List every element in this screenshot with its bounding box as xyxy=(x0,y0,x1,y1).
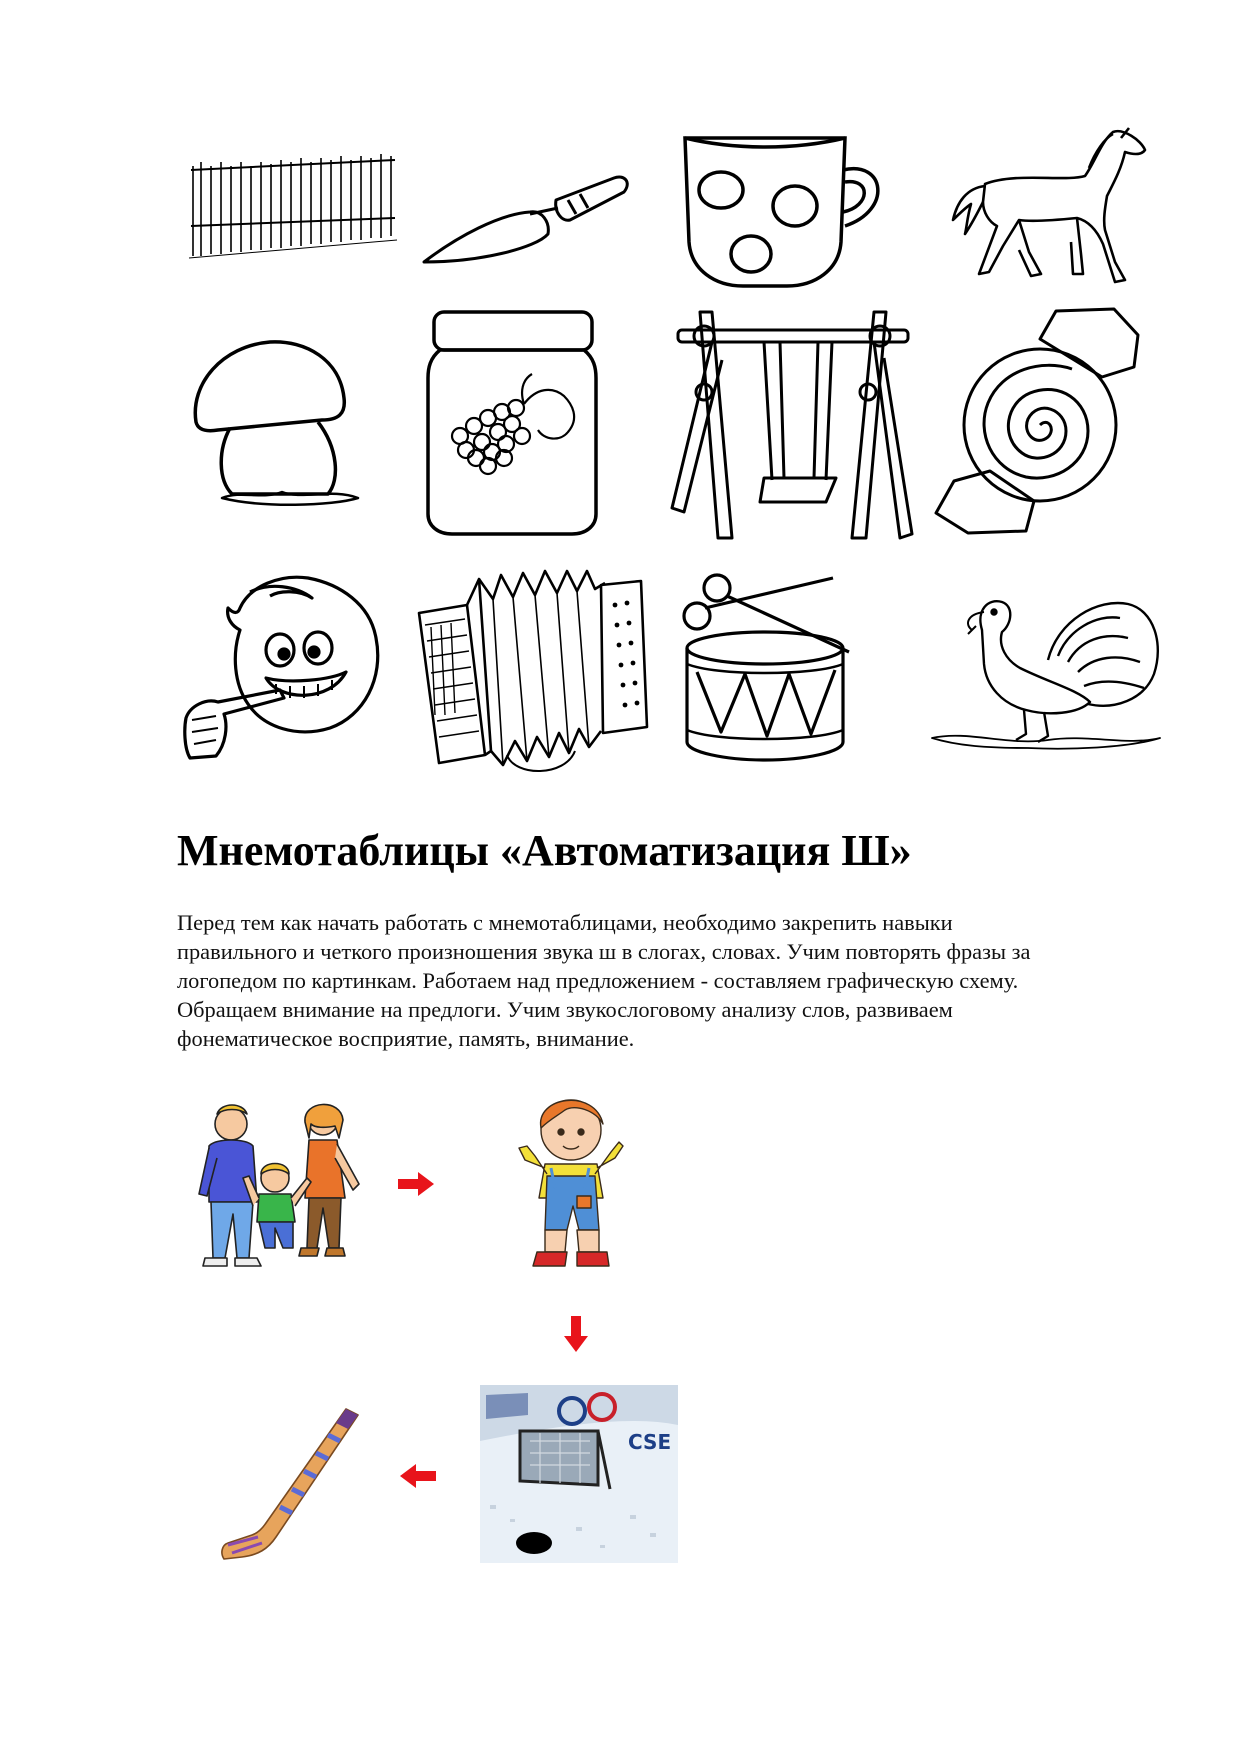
hockey-stick-icon xyxy=(218,1405,368,1565)
mushroom-picture xyxy=(182,330,380,515)
family-icon xyxy=(195,1098,365,1278)
horse-icon xyxy=(945,122,1150,292)
polka-dot-cup-icon xyxy=(675,130,890,292)
boy-picture xyxy=(515,1088,627,1280)
svg-text:CSE: CSE xyxy=(628,1430,672,1454)
intro-line: Перед тем как начать работать с мнемотаблицами, необходимо закрепить навыки xyxy=(177,910,953,935)
arrow-left-icon xyxy=(400,1464,436,1488)
family-picture xyxy=(195,1098,365,1278)
intro-line: фонематическое восприятие, память, внимание. xyxy=(177,1026,635,1051)
accordion-icon xyxy=(415,565,653,777)
intro-line: Обращаем внимание на предлоги. Учим звукослоговому анализу слов, развиваем xyxy=(177,997,953,1022)
accordion-picture xyxy=(415,565,653,777)
cup-picture xyxy=(675,130,890,292)
mushroom-icon xyxy=(182,330,380,515)
drum-picture xyxy=(675,572,857,762)
trowel-icon xyxy=(418,170,640,272)
fence-picture xyxy=(185,148,403,266)
arrow-right-icon xyxy=(398,1172,434,1196)
swing-icon xyxy=(668,302,918,548)
fence-icon xyxy=(185,148,403,266)
candy-picture xyxy=(930,305,1142,537)
arrow-down xyxy=(564,1316,588,1352)
trowel-picture xyxy=(418,170,640,272)
turkey-icon xyxy=(928,590,1166,750)
swing-picture xyxy=(668,302,918,548)
intro-line: правильного и четкого произношения звука ш в слогах, словах. Учим повторять фразы за xyxy=(177,939,1031,964)
boy-brushing-teeth-icon xyxy=(180,568,388,772)
boy-icon xyxy=(515,1088,627,1280)
hockey-goal-icon xyxy=(480,1385,678,1563)
candy-icon xyxy=(930,305,1142,537)
drum-icon xyxy=(675,572,857,762)
horse-picture xyxy=(945,122,1150,292)
arrow-left xyxy=(400,1464,436,1488)
toothbrush-boy-picture xyxy=(180,568,388,772)
grape-jar-icon xyxy=(412,308,612,540)
arrow-right xyxy=(398,1172,434,1196)
hockey-goal-picture xyxy=(480,1385,678,1563)
page-title: Мнемотаблицы «Автоматизация Ш» xyxy=(177,826,912,875)
turkey-picture xyxy=(928,590,1166,750)
arrow-down-icon xyxy=(564,1316,588,1352)
intro-line: логопедом по картинкам. Работаем над предложением - составляем графическую схему. xyxy=(177,968,1019,993)
jar-picture xyxy=(412,308,612,540)
intro-paragraph xyxy=(177,908,1157,1053)
hockey-stick-picture xyxy=(218,1405,368,1565)
